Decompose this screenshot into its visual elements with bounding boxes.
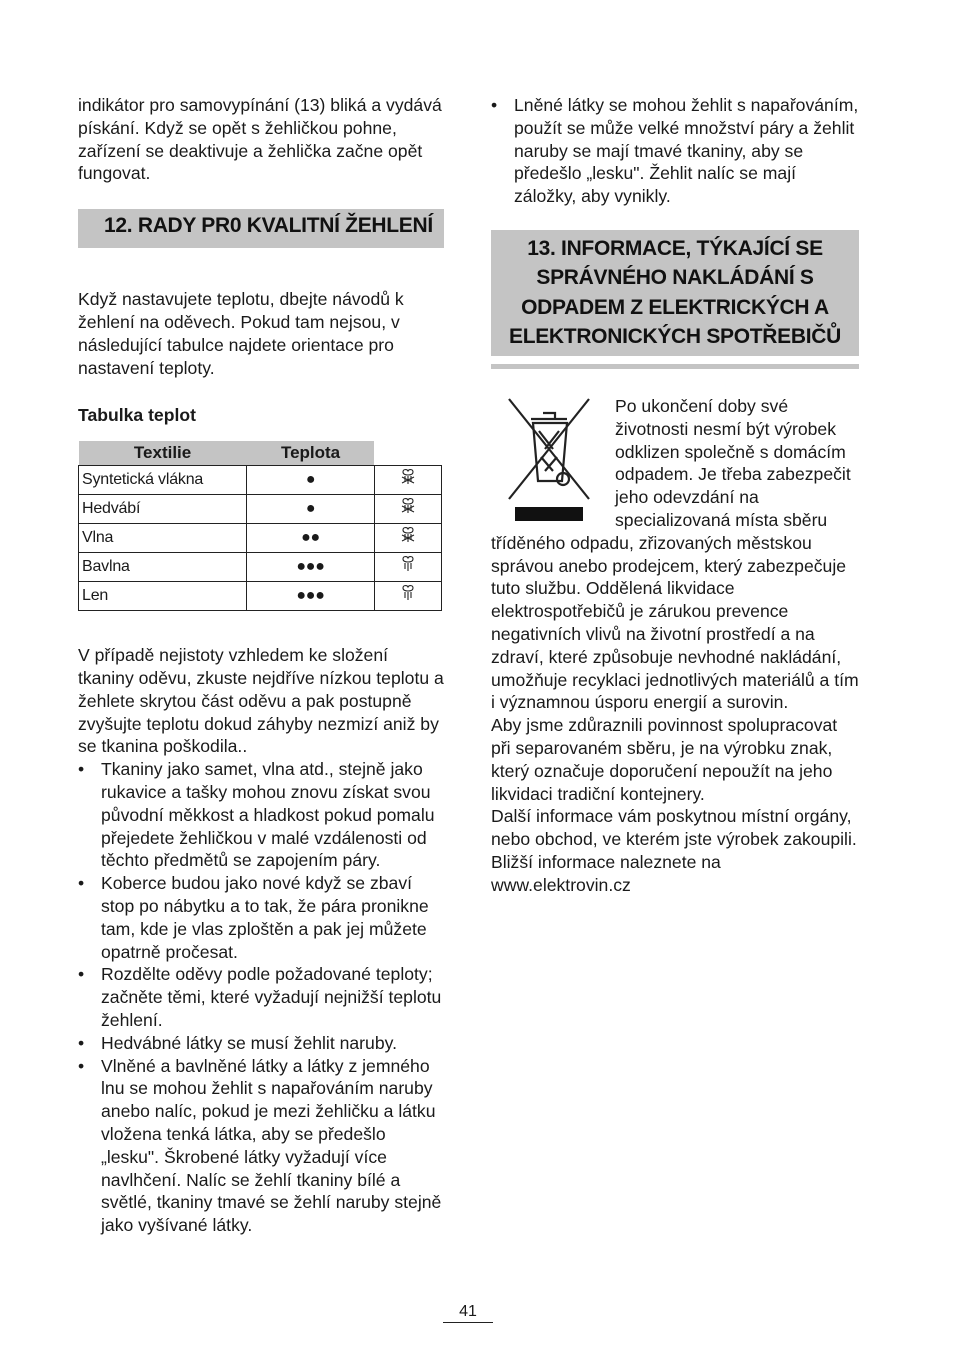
linen-list bbox=[491, 94, 859, 208]
local-info-paragraph: Další informace vám poskytnou místní orgány, nebo obchod, ve kterém jste výrobek zakoupili. bbox=[491, 806, 857, 850]
intro-paragraph: indikátor pro samovypínání (13) bliká a vydává pískání. Když se opět s žehličkou pohne, zařízení se deaktivuje a žehlička začne opět fungovat. bbox=[78, 95, 442, 184]
temperature-dots: ●●● bbox=[247, 582, 375, 611]
temperature-table bbox=[78, 441, 442, 611]
section-12-title: 12. RADY PR0 KVALITNÍ ŽEHLENÍ bbox=[104, 214, 433, 238]
steam-icon bbox=[374, 582, 441, 611]
section-13-title: 13. INFORMACE, TÝKAJÍCÍ SE SPRÁVNÉHO NAKLÁDÁNÍ S ODPADEM Z ELEKTRICKÝCH A ELEKTRONICKÝCH SPOTŘEBIČŮ bbox=[508, 236, 842, 349]
table-title: Tabulka teplot bbox=[78, 405, 196, 426]
temperature-intro-paragraph: Když nastavujete teplotu, dbejte návodů k žehlení na oděvech. Pokud tam nejsou, v následující tabulce najdete orientace pro nastavení teploty. bbox=[78, 289, 404, 378]
textile-cell: Bavlna bbox=[79, 553, 247, 582]
page-number: 41 bbox=[443, 1302, 493, 1323]
temperature-dots: ● bbox=[247, 495, 375, 524]
weee-section bbox=[491, 395, 859, 897]
temperature-dots: ● bbox=[247, 466, 375, 495]
steam-icon bbox=[374, 553, 441, 582]
textile-cell: Syntetická vlákna bbox=[79, 466, 247, 495]
temperature-dots: ●● bbox=[247, 524, 375, 553]
list-item: • Rozdělte oděvy podle požadované teploty; začněte těmi, které vyžadují nejnižší teplotu žehlení. bbox=[78, 963, 444, 1031]
disposal-paragraph: Po ukončení doby své životnosti nesmí být výrobek odklizen společně s domácím odpadem. Je třeba zabezpečit jeho odevzdání na specializovaná místa sběru tříděného odpadu, zřizovaných městskou správou anebo prodejcem, který zabezpečuje tuto službu. Oddělená likvidace elektrospotřebičů je zárukou prevence negativních vlivů na životní prostředí a na zdraví, které způsobuje nevhodné nakládání, umožňuje recyklaci jednotlivých materiálů a tím i významnou úsporu energií a surovin. bbox=[491, 395, 859, 713]
table-row bbox=[79, 466, 442, 495]
list-item: • Hedvábné látky se musí žehlit naruby. bbox=[78, 1032, 444, 1055]
symbol-paragraph: Aby jsme zdůraznili povinnost spolupracovat při separovaném sběru, je na výrobku znak, který označuje doporučení nepoužít na jeho likvidaci tradiční kontejnery. bbox=[491, 715, 838, 804]
heading-underline bbox=[491, 364, 859, 369]
no-steam-icon bbox=[374, 495, 441, 524]
textile-cell: Len bbox=[79, 582, 247, 611]
list-item: • Tkaniny jako samet, vlna atd., stejně jako rukavice a tašky mohou znovu získat svou původní měkkost a hladkost pokud pomalu přejedete žehličkou v malé vzdálenosti od těchto předmětů se zapojením páry. bbox=[78, 758, 444, 872]
table-row bbox=[79, 582, 442, 611]
no-steam-icon bbox=[374, 466, 441, 495]
right-column bbox=[491, 94, 859, 897]
table-row bbox=[79, 495, 442, 524]
textile-cell: Vlna bbox=[79, 524, 247, 553]
list-item: • Lněné látky se mohou žehlit s napařováním, použít se může velké množství páry a žehlit naruby se mají tmavé tkaniny, aby se předešlo „lesku". Žehlit nalíc se mají záložky, aby vynikly. bbox=[491, 94, 859, 208]
website-paragraph: Bližší informace naleznete na www.elektrovin.cz bbox=[491, 851, 721, 895]
list-item: • Koberce budou jako nové když se zbaví stop po nábytku a to tak, že pára pronikne tam, kde je vlas zploštěn a pak jej můžete opatrně pročesat. bbox=[78, 872, 444, 963]
textile-cell: Hedvábí bbox=[79, 495, 247, 524]
table-header-row bbox=[79, 441, 442, 466]
tips-list bbox=[78, 758, 444, 1237]
section-13-heading bbox=[491, 230, 859, 356]
section-12-heading bbox=[78, 209, 444, 248]
temperature-dots: ●●● bbox=[247, 553, 375, 582]
no-steam-icon bbox=[374, 524, 441, 553]
left-column bbox=[78, 94, 444, 1237]
header-temperature: Teplota bbox=[247, 441, 375, 466]
list-item: • Vlněné a bavlněné látky a látky z jemného lnu se mohou žehlit s napařováním naruby anebo nalíc, pokud je mezi žehličku a látku vložena tenká látka, aby se předešlo „lesku". Škrobené látky vyžadují více navlhčení. Nalíc se žehlí tkaniny bílé a světlé, tkaniny tmavé se žehlí naruby stejně jako vyšívané látky. bbox=[78, 1055, 444, 1237]
uncertainty-paragraph: V případě nejistoty vzhledem ke složení tkaniny oděvu, zkuste nejdříve nízkou teplotu a žehlete skrytou část oděvu a pak postupně zvyšujte teplotu dokud záhyby nezmizí aniž by se tkanina poškodila.. bbox=[78, 645, 444, 757]
table-row bbox=[79, 524, 442, 553]
table-row bbox=[79, 553, 442, 582]
header-textile: Textilie bbox=[79, 441, 247, 466]
header-blank bbox=[374, 441, 441, 466]
crossed-out-wheelie-bin-icon bbox=[505, 395, 593, 523]
